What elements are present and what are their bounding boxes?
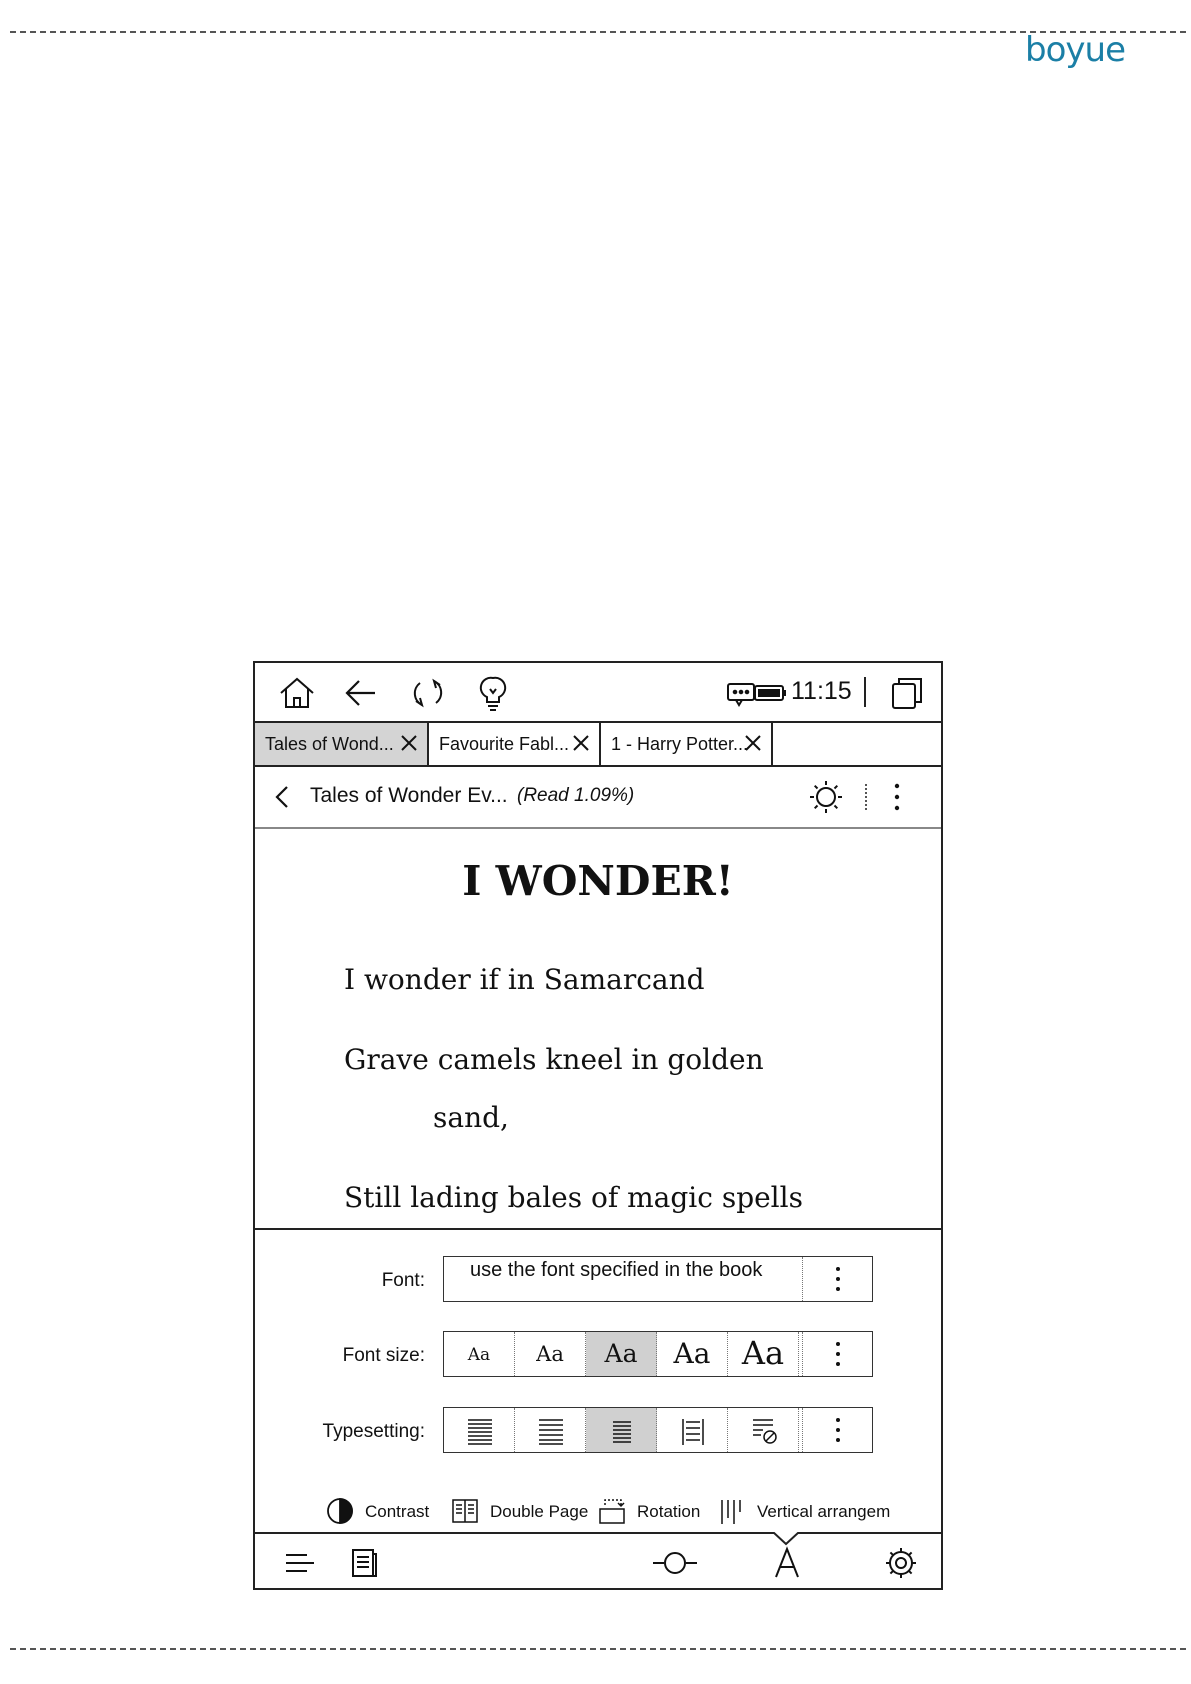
typesetting-option[interactable] xyxy=(586,1408,657,1452)
double-page-label: Double Page xyxy=(490,1502,589,1521)
line-spacing-medium-icon xyxy=(536,1416,566,1446)
bottom-toolbar xyxy=(255,1532,941,1590)
bottom-dashed-rule xyxy=(10,1648,1186,1650)
font-size-sample: Aa xyxy=(536,1342,564,1366)
font-size-option[interactable] xyxy=(586,1332,657,1376)
font-size-option[interactable] xyxy=(444,1332,515,1376)
poem-line: I wonder if in Samarcand xyxy=(344,963,705,996)
font-more-button[interactable] xyxy=(802,1257,872,1301)
font-size-option[interactable] xyxy=(515,1332,586,1376)
font-label: Font: xyxy=(381,1270,425,1291)
tab-label: 1 - Harry Potter... xyxy=(611,734,749,754)
rotation-option[interactable] xyxy=(597,1495,707,1529)
custom-typesetting-icon xyxy=(749,1416,779,1446)
font-size-sample: Aa xyxy=(741,1334,785,1372)
typesetting-option[interactable] xyxy=(728,1408,799,1452)
poem-title: I WONDER! xyxy=(462,857,734,905)
window-switch-icon[interactable] xyxy=(887,673,927,713)
close-icon[interactable] xyxy=(743,733,763,753)
sun-icon[interactable] xyxy=(808,779,844,815)
font-value: use the font specified in the book xyxy=(470,1259,763,1281)
line-spacing-default-icon xyxy=(607,1416,637,1446)
more-vertical-icon[interactable] xyxy=(891,781,903,813)
chevron-left-icon[interactable] xyxy=(271,784,295,810)
battery-icon xyxy=(751,673,791,713)
contrast-icon xyxy=(325,1496,355,1526)
poem-line: Grave camels kneel in golden xyxy=(344,1043,764,1076)
document-tabs xyxy=(255,721,943,767)
font-settings-panel xyxy=(255,1230,941,1520)
tab-label: Tales of Wond... xyxy=(265,734,394,754)
book-title: Tales of Wonder Ev... xyxy=(310,784,508,807)
notes-icon[interactable] xyxy=(347,1546,381,1580)
font-size-sample: Aa xyxy=(604,1339,638,1368)
tab-tales-of-wonder[interactable] xyxy=(255,723,429,765)
poem-line: Still lading bales of magic spells xyxy=(344,1181,803,1214)
ereader-screen xyxy=(253,661,943,1590)
tab-harry-potter[interactable] xyxy=(601,723,773,765)
font-size-option[interactable] xyxy=(728,1332,799,1376)
book-header xyxy=(255,767,941,829)
home-icon[interactable] xyxy=(277,673,317,713)
typesetting-selector xyxy=(443,1407,873,1453)
brightness-slider-icon[interactable] xyxy=(650,1546,700,1580)
font-size-sample: Aa xyxy=(673,1337,711,1370)
rotation-icon xyxy=(597,1496,627,1526)
double-page-icon xyxy=(450,1496,480,1526)
font-size-option[interactable] xyxy=(657,1332,728,1376)
typesetting-option[interactable] xyxy=(657,1408,728,1452)
typesetting-option[interactable] xyxy=(444,1408,515,1452)
status-bar xyxy=(255,663,941,721)
header-separator xyxy=(865,784,867,810)
more-vertical-icon xyxy=(833,1416,843,1444)
font-size-sample: Aa xyxy=(467,1345,491,1365)
typesetting-label: Typesetting: xyxy=(322,1421,425,1442)
vertical-arrangement-label: Vertical arrangem xyxy=(757,1502,891,1521)
reading-content[interactable] xyxy=(255,829,941,1228)
active-indicator xyxy=(773,1532,799,1546)
read-progress: (Read 1.09%) xyxy=(517,785,635,806)
status-separator xyxy=(864,677,866,707)
poem-line: sand, xyxy=(433,1101,509,1134)
rotation-label: Rotation xyxy=(637,1502,701,1521)
font-select[interactable] xyxy=(443,1256,873,1302)
font-size-label: Font size: xyxy=(342,1345,425,1366)
settings-gear-icon[interactable] xyxy=(884,1546,918,1580)
vertical-arrangement-icon xyxy=(717,1496,747,1526)
contrast-label: Contrast xyxy=(365,1502,430,1521)
top-dashed-rule xyxy=(10,31,1186,33)
reading-options xyxy=(325,1495,891,1529)
more-vertical-icon xyxy=(833,1340,843,1368)
font-icon[interactable] xyxy=(770,1546,804,1580)
vertical-arrangement-option[interactable] xyxy=(717,1495,891,1529)
toc-icon[interactable] xyxy=(283,1546,317,1580)
line-spacing-tight-icon xyxy=(465,1416,495,1446)
lightbulb-icon[interactable] xyxy=(473,673,513,713)
refresh-icon[interactable] xyxy=(408,673,448,713)
double-page-option[interactable] xyxy=(450,1495,590,1529)
contrast-option[interactable] xyxy=(325,1495,435,1529)
more-vertical-icon xyxy=(833,1265,843,1293)
typesetting-option[interactable] xyxy=(515,1408,586,1452)
font-size-selector xyxy=(443,1331,873,1377)
tab-favourite-fables[interactable] xyxy=(429,723,601,765)
line-spacing-wide-icon xyxy=(678,1416,708,1446)
close-icon[interactable] xyxy=(571,733,591,753)
brand-logo: boyue xyxy=(1025,30,1125,70)
close-icon[interactable] xyxy=(399,733,419,753)
clock-time: 11:15 xyxy=(791,677,852,705)
font-size-more-button[interactable] xyxy=(802,1332,872,1376)
back-arrow-icon[interactable] xyxy=(341,673,381,713)
tab-label: Favourite Fabl... xyxy=(439,734,570,754)
typesetting-more-button[interactable] xyxy=(802,1408,872,1452)
